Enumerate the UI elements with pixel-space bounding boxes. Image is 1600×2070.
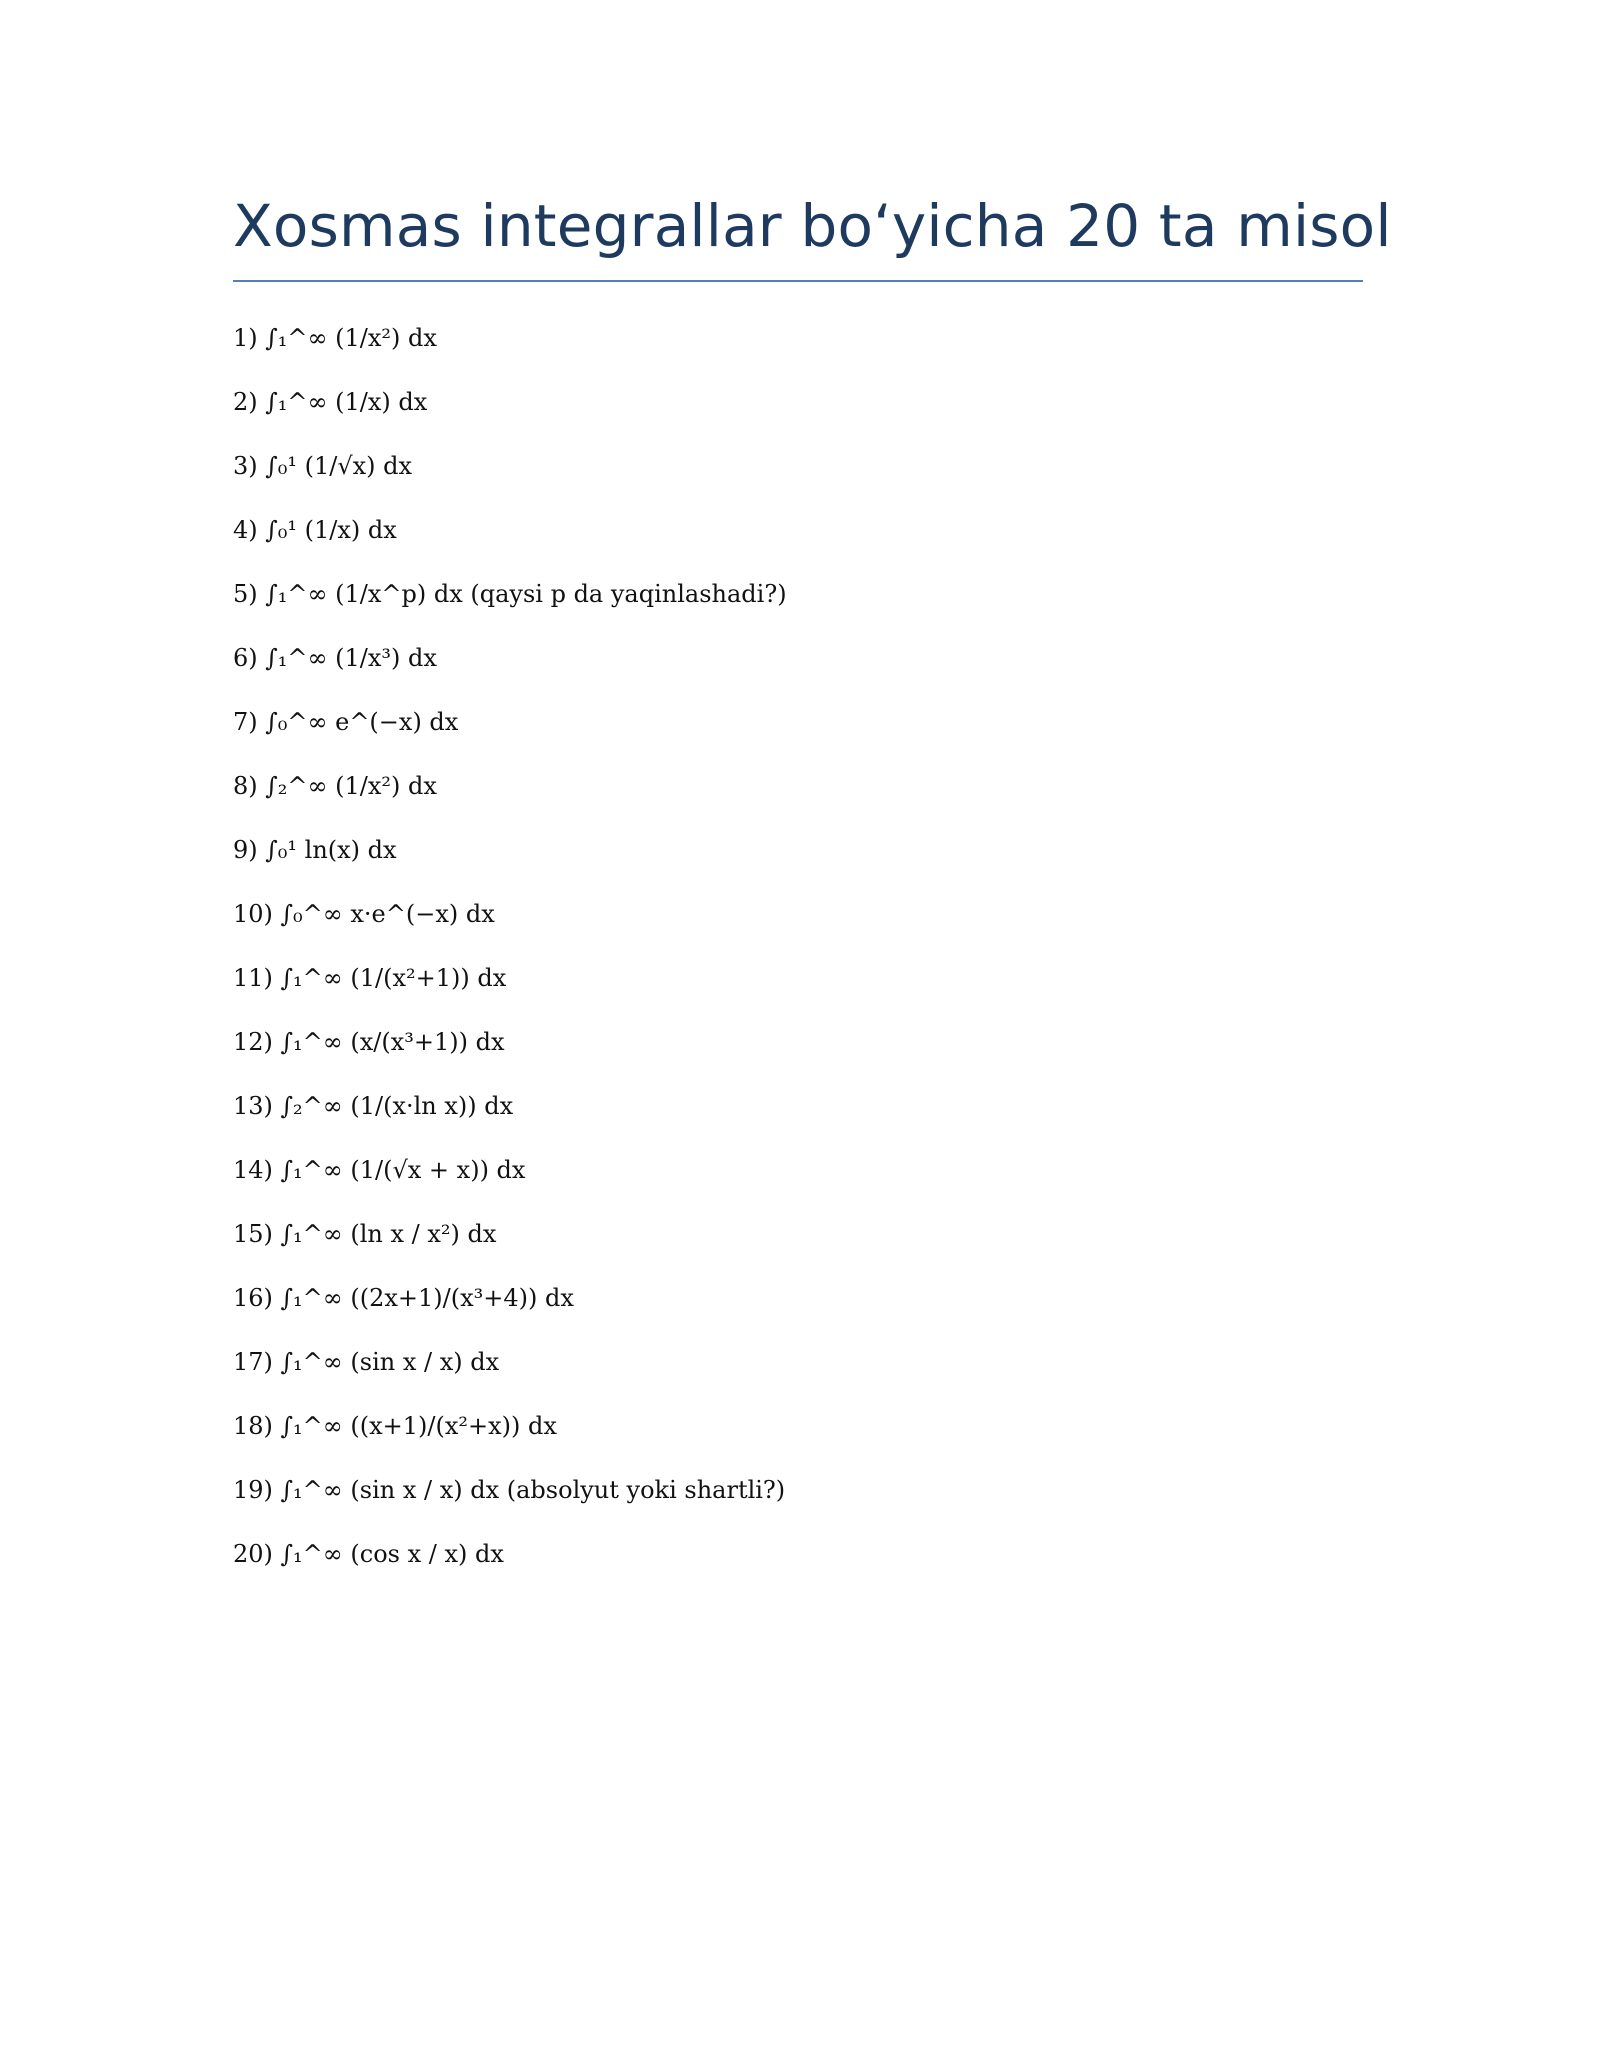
problem-item-1: 1) ∫₁^∞ (1/x²) dx [233,324,437,352]
problem-item-8: 8) ∫₂^∞ (1/x²) dx [233,772,437,800]
problem-item-6: 6) ∫₁^∞ (1/x³) dx [233,644,437,672]
problem-item-5: 5) ∫₁^∞ (1/x^p) dx (qaysi p da yaqinlashadi?) [233,580,787,608]
problem-item-15: 15) ∫₁^∞ (ln x / x²) dx [233,1220,497,1248]
problem-item-10: 10) ∫₀^∞ x·e^(−x) dx [233,900,495,928]
problem-item-7: 7) ∫₀^∞ e^(−x) dx [233,708,459,736]
problem-item-19: 19) ∫₁^∞ (sin x / x) dx (absolyut yoki shartli?) [233,1476,786,1504]
title-underline [233,280,1363,282]
problem-item-14: 14) ∫₁^∞ (1/(√x + x)) dx [233,1156,526,1184]
problem-item-17: 17) ∫₁^∞ (sin x / x) dx [233,1348,500,1376]
problem-item-2: 2) ∫₁^∞ (1/x) dx [233,388,428,416]
problem-item-18: 18) ∫₁^∞ ((x+1)/(x²+x)) dx [233,1412,557,1440]
problem-item-9: 9) ∫₀¹ ln(x) dx [233,836,397,864]
problem-item-4: 4) ∫₀¹ (1/x) dx [233,516,397,544]
problem-item-13: 13) ∫₂^∞ (1/(x·ln x)) dx [233,1092,514,1120]
problem-item-20: 20) ∫₁^∞ (cos x / x) dx [233,1540,504,1568]
problem-list [233,318,787,1598]
document-title: Xosmas integrallar bo‘yicha 20 ta misol [233,192,1392,260]
problem-item-12: 12) ∫₁^∞ (x/(x³+1)) dx [233,1028,505,1056]
problem-item-11: 11) ∫₁^∞ (1/(x²+1)) dx [233,964,507,992]
problem-item-16: 16) ∫₁^∞ ((2x+1)/(x³+4)) dx [233,1284,574,1312]
problem-item-3: 3) ∫₀¹ (1/√x) dx [233,452,413,480]
